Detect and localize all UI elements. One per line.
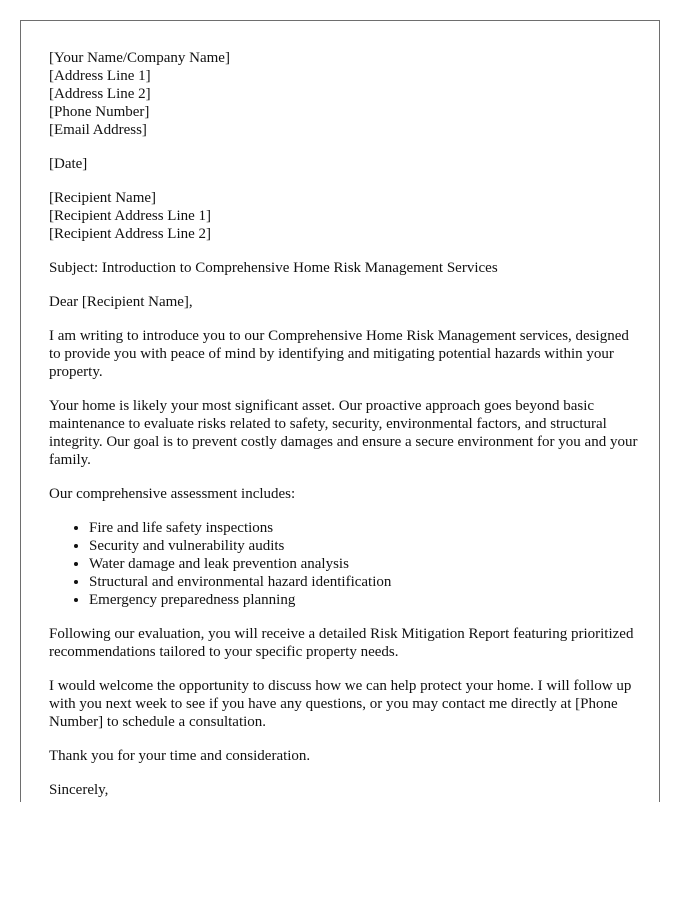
thank-you-paragraph: Thank you for your time and consideration. <box>49 748 311 764</box>
sender-name: [Your Name/Company Name] <box>49 50 230 66</box>
sender-block <box>49 49 639 139</box>
letter-page <box>20 20 660 802</box>
date-line <box>49 155 639 173</box>
salutation: Dear [Recipient Name], <box>49 294 193 310</box>
sender-address-line-2: [Address Line 2] <box>49 86 151 102</box>
follow-up-paragraph: I would welcome the opportunity to discuss how we can help protect your home. I will follow up with you next week to see if you have any questions, or you may contact me directly at [Phone Number] to schedule a consultation. <box>49 678 632 730</box>
report-paragraph: Following our evaluation, you will receive a detailed Risk Mitigation Report featuring prioritized recommendations tailored to your specific property needs. <box>49 626 634 660</box>
list-item: • Structural and environmental hazard identification <box>89 573 639 591</box>
list-item: • Security and vulnerability audits <box>89 537 639 555</box>
value-paragraph: Your home is likely your most significant asset. Our proactive approach goes beyond basic maintenance to evaluate risks related to safety, security, environmental factors, and structural integrity. Our goal is to prevent costly damages and ensure a secure environment for you and your family. <box>49 398 638 468</box>
recipient-address-line-2: [Recipient Address Line 2] <box>49 226 212 242</box>
signoff: Sincerely, <box>49 782 109 798</box>
recipient-address-line-1: [Recipient Address Line 1] <box>49 208 212 224</box>
intro-paragraph: I am writing to introduce you to our Comprehensive Home Risk Management services, designed to provide you with peace of mind by identifying and mitigating potential hazards within your property. <box>49 328 629 380</box>
letter-body <box>49 49 639 802</box>
assessment-list <box>49 519 639 609</box>
assessment-intro: Our comprehensive assessment includes: <box>49 486 296 502</box>
list-item: • Emergency preparedness planning <box>89 591 639 609</box>
sender-address-line-1: [Address Line 1] <box>49 68 151 84</box>
sender-phone: [Phone Number] <box>49 104 150 120</box>
letter-date: [Date] <box>49 156 88 172</box>
subject-line: Subject: Introduction to Comprehensive Home Risk Management Services <box>49 260 498 276</box>
recipient-name: [Recipient Name] <box>49 190 157 206</box>
recipient-block <box>49 189 639 243</box>
list-item: • Fire and life safety inspections <box>89 519 639 537</box>
sender-email: [Email Address] <box>49 122 147 138</box>
list-item: • Water damage and leak prevention analysis <box>89 555 639 573</box>
